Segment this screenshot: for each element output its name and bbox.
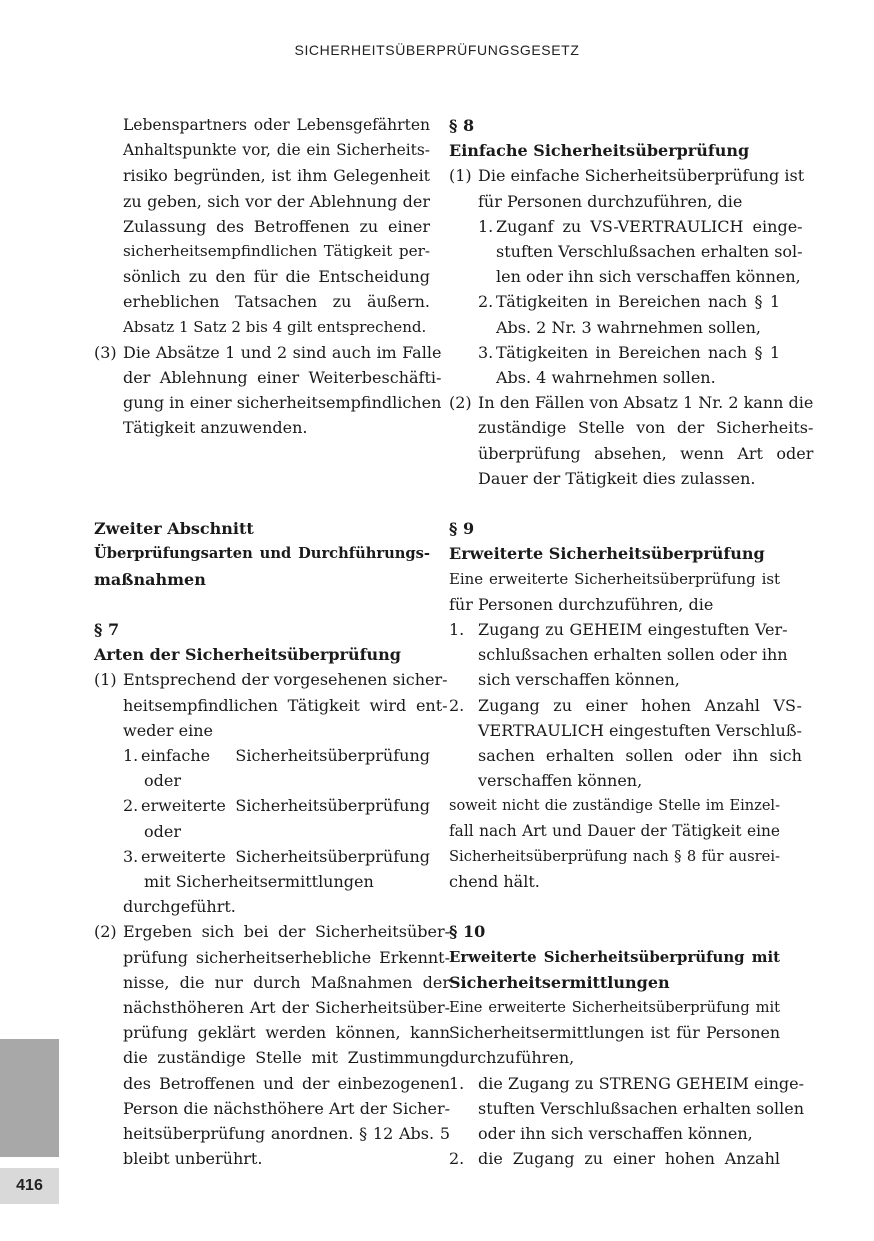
- text-line: prüfung geklärt werden können, kann: [123, 1023, 451, 1043]
- text-line: Zuganf zu VS-VERTRAULICH einge-: [496, 216, 803, 236]
- list-number: 2.: [449, 1149, 465, 1169]
- section-10-title: Sicherheitsermittlungen: [449, 972, 670, 992]
- section-subtitle: Überprüfungsarten und Durchführungs-: [94, 545, 430, 563]
- section-title: Zweiter Abschnitt: [94, 519, 254, 539]
- text-word: einfache: [141, 746, 211, 766]
- s7-paragraph-1: [94, 667, 448, 743]
- text-line: sicherheitsempfindlichen Tätigkeit per-: [123, 242, 430, 261]
- list-item: [94, 743, 430, 793]
- text-line: mit Sicherheitsermittlungen: [144, 872, 374, 892]
- paragraph-sign-8: § 8: [449, 116, 475, 135]
- text-word: Sicherheitsüberprüfung: [235, 746, 430, 766]
- text-line: für Personen durchzuführen, die: [449, 594, 714, 614]
- list-number: 2.: [478, 292, 494, 312]
- list-number: 1.: [478, 216, 494, 236]
- text-line: durchgeführt.: [123, 897, 236, 917]
- section-7-title: Arten der Sicherheitsüberprüfung: [94, 645, 401, 665]
- text-line: oder: [144, 771, 181, 791]
- section-8-title: Einfache Sicherheitsüberprüfung: [449, 141, 750, 161]
- text-line: Ergeben sich bei der Sicherheitsüber-: [123, 922, 451, 942]
- paragraph-sign-9: § 9: [449, 519, 475, 539]
- text-word: erweiterte: [141, 846, 226, 866]
- paragraph-number: (2): [94, 922, 117, 942]
- text-word: erweiterte: [141, 796, 226, 816]
- text-line: fall nach Art und Dauer der Tätigkeit eine: [449, 821, 780, 840]
- text-line: Die einfache Sicherheitsüberprüfung ist: [478, 166, 805, 186]
- text-line: Tätigkeiten in Bereichen nach § 1: [496, 292, 780, 312]
- text-line: die zuständige Stelle mit Zustimmung: [123, 1048, 451, 1068]
- list-item: [449, 617, 788, 693]
- text-line: oder ihn sich verschaffen können,: [478, 1124, 753, 1144]
- paragraph-number: (1): [449, 166, 472, 186]
- list-number: 1.: [449, 620, 465, 640]
- text-line: In den Fällen von Absatz 1 Nr. 2 kann die: [478, 393, 814, 413]
- list-number: 2.: [123, 796, 139, 816]
- text-line: Person die nächsthöhere Art der Sicher-: [123, 1098, 451, 1118]
- text-line: prüfung sicherheitserhebliche Erkennt-: [123, 947, 451, 967]
- list-item: [94, 844, 430, 894]
- text-line: des Betroffenen und der einbezogenen: [123, 1073, 451, 1093]
- text-line: nisse, die nur durch Maßnahmen der: [123, 972, 451, 992]
- page-number: 416: [0, 1168, 59, 1204]
- list-number: 1.: [449, 1073, 465, 1093]
- list-number: 1.: [123, 746, 139, 766]
- text-line: Eine erweiterte Sicherheitsüberprüfung mit: [449, 999, 780, 1017]
- s7-paragraph-2: [94, 919, 451, 1171]
- list-item: [449, 289, 780, 339]
- section-10-title: Erweiterte Sicherheitsüberprüfung mit: [449, 947, 780, 966]
- text-line: durchzuführen,: [449, 1048, 575, 1068]
- text-line: nächsthöheren Art der Sicherheitsüber-: [123, 998, 451, 1018]
- text-line: stuften Verschlußsachen erhalten sol-: [496, 242, 803, 262]
- text-line: verschaffen können,: [478, 771, 643, 791]
- text-line: soweit nicht die zuständige Stelle im Einzel-: [449, 797, 780, 815]
- text-line: Zugang zu einer hohen Anzahl VS-: [478, 695, 802, 715]
- text-line: die Zugang zu einer hohen Anzahl: [478, 1149, 780, 1169]
- thumb-index-tab: [0, 1039, 59, 1157]
- text-line: Abs. 4 wahrnehmen sollen.: [496, 368, 716, 388]
- list-number: 3.: [123, 846, 139, 866]
- list-item: [449, 340, 780, 390]
- text-line: Zulassung des Betroffenen zu einer: [123, 216, 430, 236]
- text-line: sachen erhalten sollen oder ihn sich: [478, 746, 802, 766]
- text-line: Eine erweiterte Sicherheitsüberprüfung ist: [449, 569, 780, 588]
- paragraph-number: (1): [94, 670, 117, 690]
- text-line: überprüfung absehen, wenn Art oder: [478, 443, 814, 463]
- text-line: Die Absätze 1 und 2 sind auch im Falle: [123, 342, 442, 362]
- right-column: [449, 113, 814, 1172]
- list-number: 2.: [449, 695, 465, 715]
- text-line: Dauer der Tätigkeit dies zulassen.: [478, 468, 756, 488]
- text-line: gung in einer sicherheitsempfindlichen: [123, 393, 442, 413]
- text-line: Lebenspartners oder Lebensgefährten: [123, 116, 430, 134]
- text-line: heitsempfindlichen Tätigkeit wird ent-: [123, 695, 448, 715]
- text-line: Sicherheitsüberprüfung nach § 8 für ausrei-: [449, 847, 780, 865]
- left-column: [94, 113, 451, 1171]
- text-line: Abs. 2 Nr. 3 wahrnehmen sollen,: [496, 317, 762, 337]
- text-word: Sicherheitsüberprüfung: [235, 846, 430, 866]
- paragraph-sign-10: § 10: [449, 922, 486, 942]
- text-line: stuften Verschlußsachen erhalten sollen: [478, 1098, 805, 1118]
- text-line: zuständige Stelle von der Sicherheits-: [478, 418, 814, 438]
- text-line: bleibt unberührt.: [123, 1149, 263, 1169]
- section-9-title: Erweiterte Sicherheitsüberprüfung: [449, 544, 765, 564]
- text-line: erheblichen Tatsachen zu äußern.: [123, 292, 430, 312]
- text-line: chend hält.: [449, 872, 540, 892]
- text-line: sich verschaffen können,: [478, 670, 680, 690]
- list-item: [449, 214, 803, 290]
- text-line: heitsüberprüfung anordnen. § 12 Abs. 5: [123, 1124, 451, 1144]
- text-line: Absatz 1 Satz 2 bis 4 gilt entsprechend.: [123, 317, 427, 336]
- text-line: Zugang zu GEHEIM eingestuften Ver-: [478, 620, 788, 640]
- text-line: schlußsachen erhalten sollen oder ihn: [478, 645, 788, 665]
- list-item: [449, 693, 802, 794]
- text-line: Sicherheitsermittlungen ist für Personen: [449, 1023, 780, 1043]
- text-line: die Zugang zu STRENG GEHEIM einge-: [478, 1073, 805, 1093]
- text-line: zu geben, sich vor der Ablehnung der: [123, 191, 430, 211]
- text-line: weder eine: [123, 720, 213, 740]
- paragraph-number: (2): [449, 393, 472, 413]
- paragraph-3: [94, 340, 442, 441]
- paragraph-sign-7: § 7: [94, 620, 120, 640]
- list-item: [449, 1071, 805, 1147]
- text-line: Tätigkeiten in Bereichen nach § 1: [496, 342, 780, 362]
- text-line: oder: [144, 821, 181, 841]
- s8-paragraph-2: [449, 390, 814, 491]
- text-line: Tätigkeit anzuwenden.: [123, 418, 308, 438]
- text-line: sönlich zu den für die Entscheidung: [123, 267, 430, 287]
- continued-paragraph: [94, 113, 430, 340]
- text-line: risiko begründen, ist ihm Gelegenheit: [123, 166, 430, 186]
- s8-paragraph-1: [449, 163, 805, 213]
- text-line: len oder ihn sich verschaffen können,: [496, 267, 801, 287]
- running-header: SICHERHEITSÜBERPRÜFUNGSGESETZ: [294, 42, 580, 58]
- text-line: für Personen durchzuführen, die: [478, 191, 743, 211]
- paragraph-number: (3): [94, 342, 117, 362]
- text-word: Sicherheitsüberprüfung: [235, 796, 430, 816]
- text-line: der Ablehnung einer Weiterbeschäfti-: [123, 368, 442, 388]
- text-line: Anhaltspunkte vor, die ein Sicherheits-: [123, 141, 430, 160]
- list-item: [94, 793, 430, 843]
- list-item: [449, 1146, 780, 1171]
- section-subtitle: maßnahmen: [94, 569, 206, 589]
- list-number: 3.: [478, 342, 494, 362]
- text-line: VERTRAULICH eingestuften Verschluß-: [478, 720, 802, 740]
- text-line: Entsprechend der vorgesehenen sicher-: [123, 670, 448, 690]
